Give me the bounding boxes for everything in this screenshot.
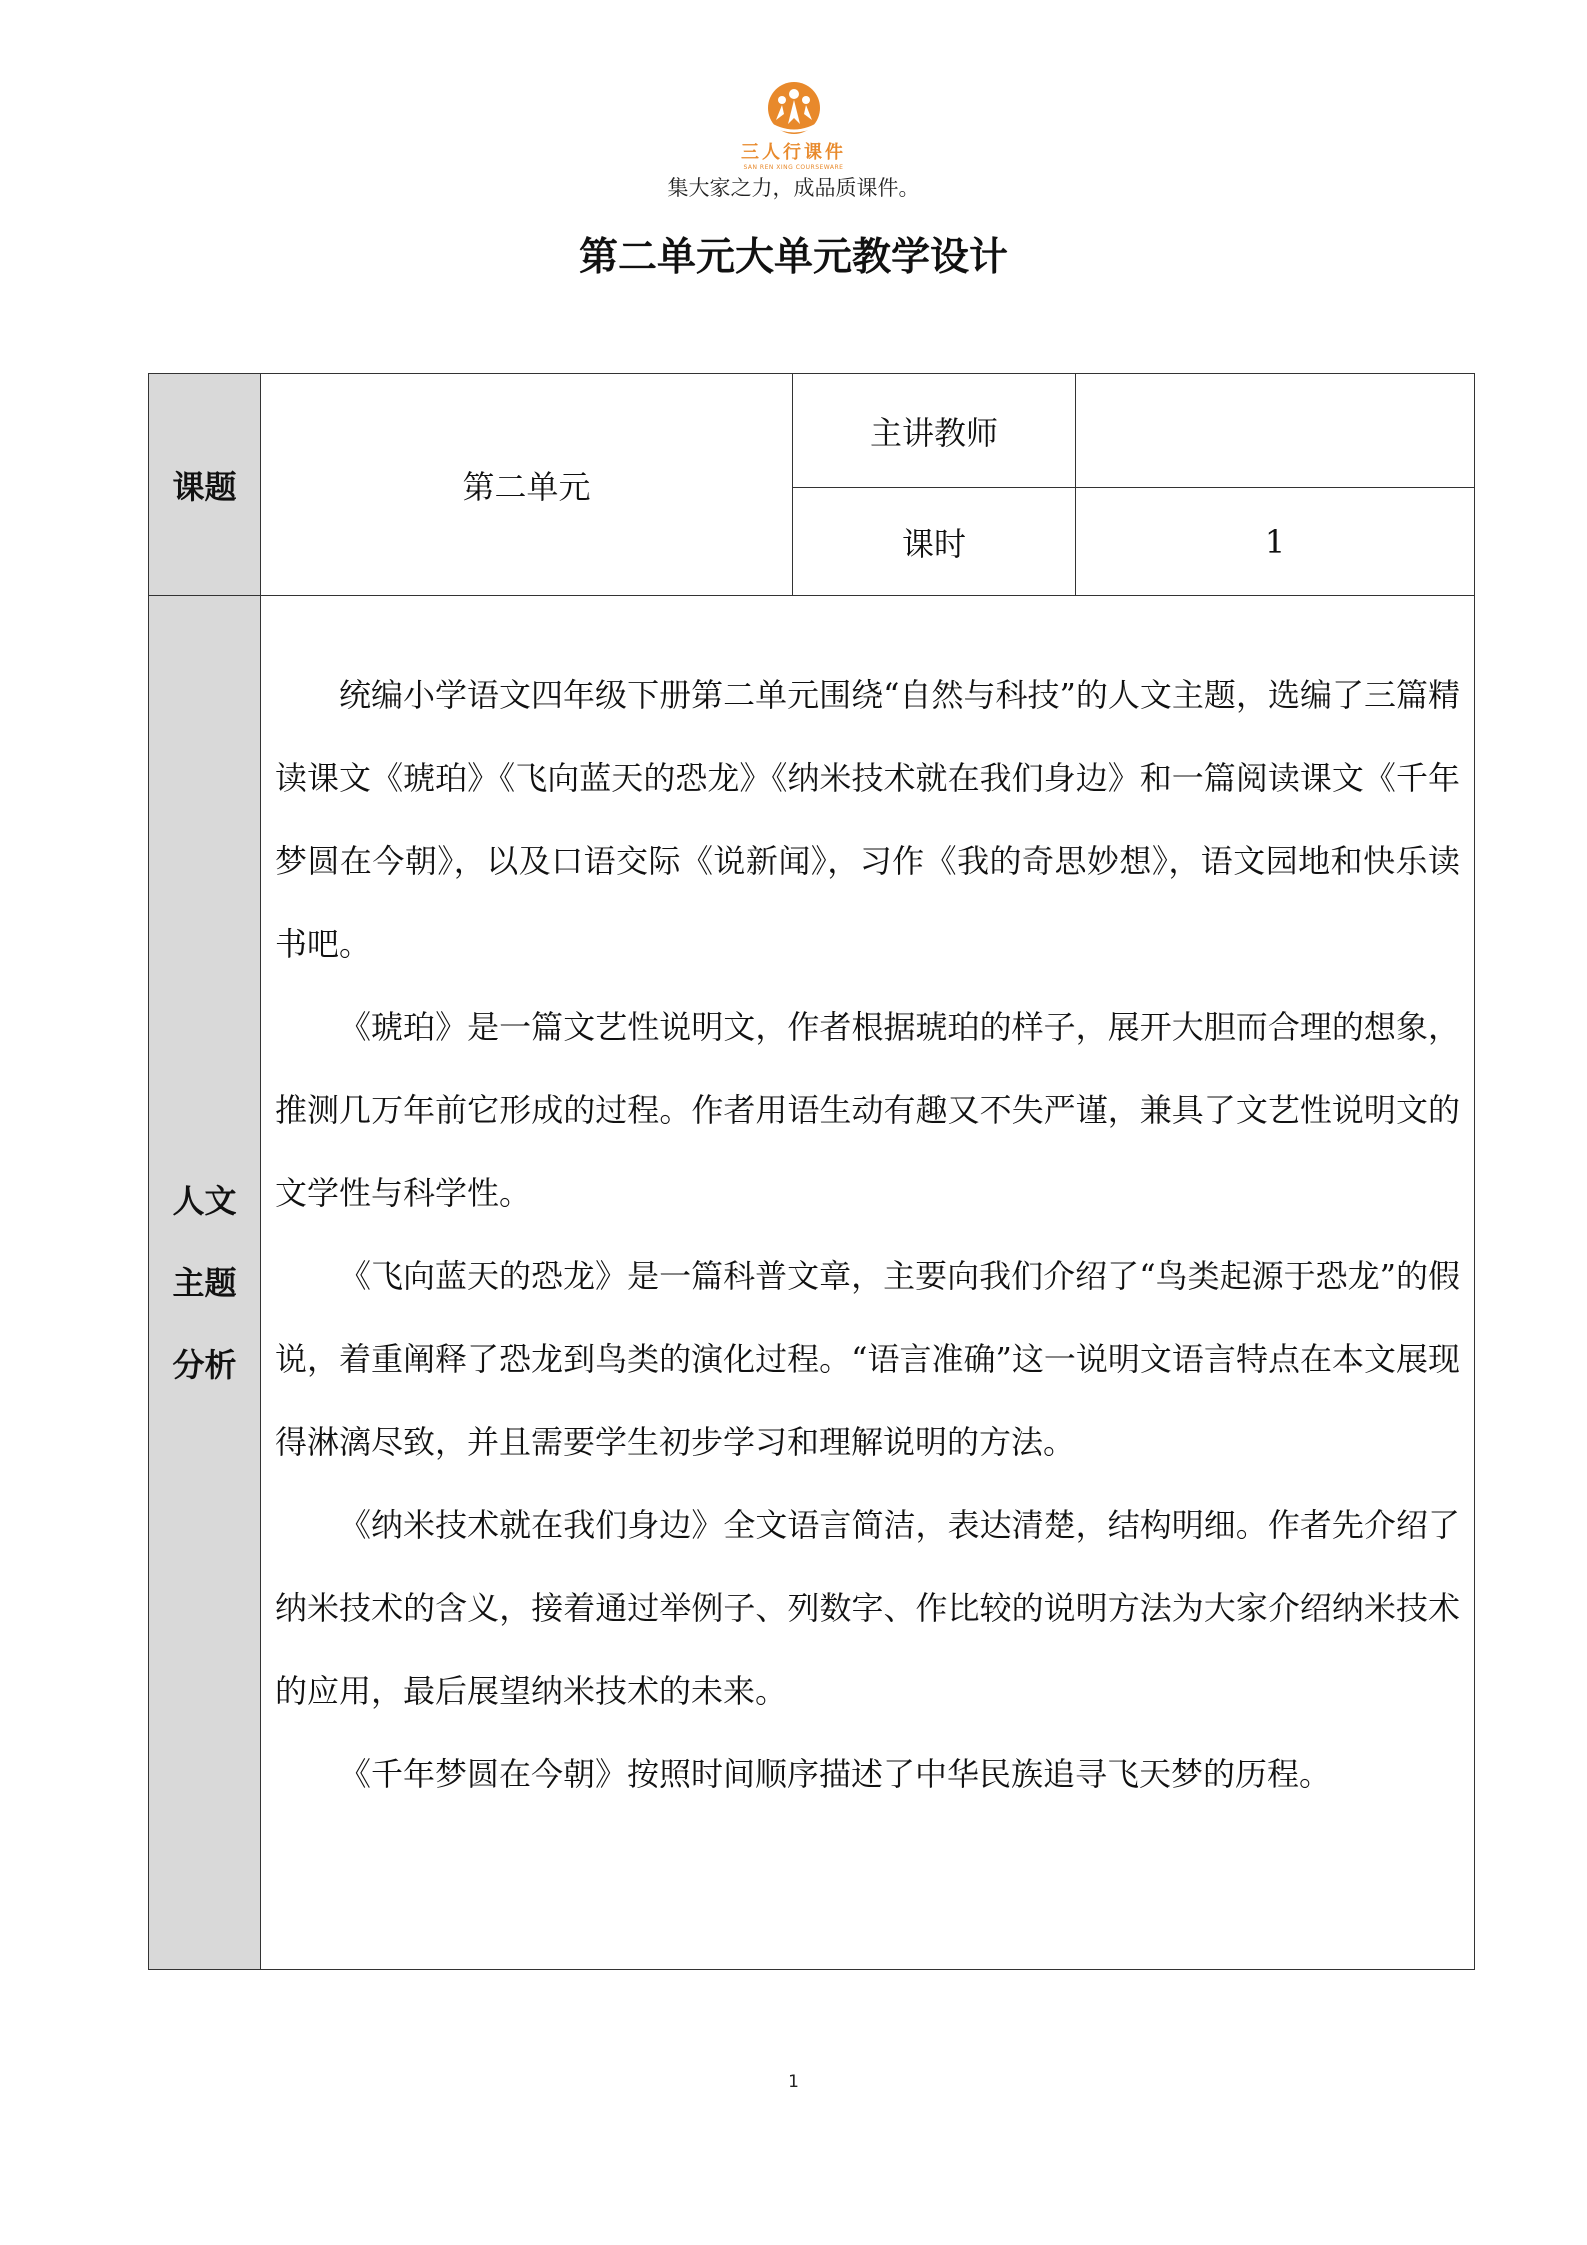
analysis-content xyxy=(261,596,1475,1970)
logo-text: 三人行课件 xyxy=(741,142,846,163)
header-logo-block xyxy=(0,80,1587,171)
topic-label: 课题 xyxy=(149,374,261,596)
analysis-label-line: 主题 xyxy=(172,1263,237,1302)
logo-subtext: SAN REN XING COURSEWARE xyxy=(743,164,844,171)
lesson-plan-table xyxy=(148,373,1475,1970)
analysis-label-line: 人文 xyxy=(172,1181,237,1220)
logo-figures-icon xyxy=(764,80,824,136)
page-number: 1 xyxy=(788,2072,799,2092)
period-label: 课时 xyxy=(793,488,1076,596)
analysis-paragraph: 《飞向蓝天的恐龙》是一篇科普文章，主要向我们介绍了“鸟类起源于恐龙”的假说，着重阐释了恐龙到鸟类的演化过程。“语言准确”这一说明文语言特点在本文展现得淋漓尽致，并且需要学生初步学习和理解说明的方法。 xyxy=(275,1257,1460,1461)
teacher-label: 主讲教师 xyxy=(793,374,1076,488)
analysis-paragraph: 《琥珀》是一篇文艺性说明文，作者根据琥珀的样子，展开大胆而合理的想象，推测几万年前它形成的过程。作者用语生动有趣又不失严谨，兼具了文艺性说明文的文学性与科学性。 xyxy=(275,1008,1460,1212)
topic-value: 第二单元 xyxy=(261,374,793,596)
analysis-paragraph: 《千年梦圆在今朝》按照时间顺序描述了中华民族追寻飞天梦的历程。 xyxy=(339,1755,1332,1793)
analysis-label xyxy=(149,596,261,1970)
teacher-value xyxy=(1076,374,1475,488)
slogan: 集大家之力，成品质课件。 xyxy=(667,176,920,200)
period-value: 1 xyxy=(1076,488,1475,596)
analysis-paragraph: 《纳米技术就在我们身边》全文语言简洁，表达清楚，结构明细。作者先介绍了纳米技术的含义，接着通过举例子、列数字、作比较的说明方法为大家介绍纳米技术的应用，最后展望纳米技术的未来。 xyxy=(275,1506,1460,1710)
brand-logo xyxy=(734,80,854,171)
analysis-paragraph: 统编小学语文四年级下册第二单元围绕“自然与科技”的人文主题，选编了三篇精读课文《琥珀》《飞向蓝天的恐龙》《纳米技术就在我们身边》和一篇阅读课文《千年梦圆在今朝》，以及口语交际《说新闻》，习作《我的奇思妙想》，语文园地和快乐读书吧。 xyxy=(275,676,1460,963)
page-title: 第二单元大单元教学设计 xyxy=(578,235,1008,280)
analysis-label-line: 分析 xyxy=(172,1345,237,1384)
